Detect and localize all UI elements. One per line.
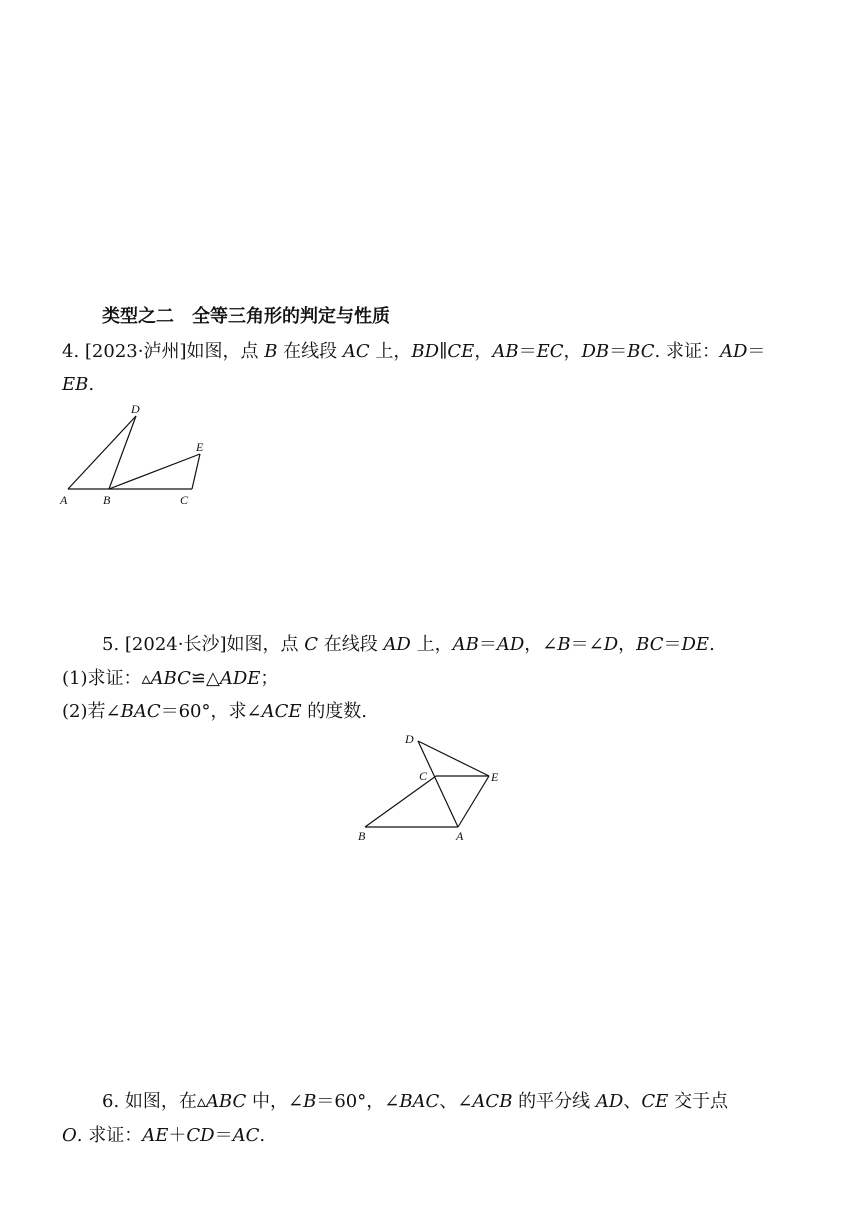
label-b: B (358, 829, 366, 843)
q5-text: ＝ (478, 634, 497, 655)
q6-var: B (303, 1091, 317, 1112)
q6-text: ＝ (214, 1125, 233, 1146)
label-e: E (491, 770, 499, 784)
label-c: C (180, 493, 189, 507)
label-d: D (405, 732, 414, 746)
q4-var: DB (581, 341, 610, 362)
q6-text: . 求证： (76, 1125, 143, 1146)
q5-text: ＝∠ (570, 634, 604, 655)
q5-text: ≌△ (190, 668, 220, 689)
label-c: C (419, 769, 428, 783)
q5-text: ＝ (663, 634, 682, 655)
q5-text: (2)若∠ (62, 701, 121, 722)
q6-var: BAC (399, 1091, 440, 1112)
q5-var: ADE (219, 668, 261, 689)
q5-var: D (603, 634, 619, 655)
q6-var: AC (232, 1125, 260, 1146)
label-b: B (103, 493, 111, 507)
q5-var: BAC (120, 701, 161, 722)
q4-var: AB (492, 341, 519, 362)
q4-text: ∥ (439, 341, 448, 362)
q6-text: 交于点 (668, 1091, 728, 1112)
q4-text: ， (563, 341, 582, 362)
q4-text: ＝ (609, 341, 628, 362)
label-a: A (60, 493, 68, 507)
q5-var: ACE (261, 701, 302, 722)
q4-var: AC (342, 341, 370, 362)
q5-var: DE (681, 634, 710, 655)
q4-text: 4. [2023·泸州]如图，点 (62, 341, 265, 362)
q5-text: ； (260, 668, 279, 689)
q6-text: 6. 如图，在▵ (102, 1091, 206, 1112)
q4-text: ， (474, 341, 493, 362)
q6-text: 中，∠ (246, 1091, 304, 1112)
q5-var: AB (452, 634, 479, 655)
q5-text: ，∠ (524, 634, 558, 655)
section-heading: 类型之二 全等三角形的判定与性质 (102, 306, 390, 327)
q5-text: 的度数. (301, 701, 367, 722)
q5-var: C (304, 634, 318, 655)
q5-var: B (557, 634, 571, 655)
q4-text: 上， (369, 341, 412, 362)
q6-line1 (102, 1090, 728, 1114)
segment-ae (458, 776, 489, 827)
q5-text: (1)求证：▵ (62, 668, 151, 689)
q6-var: O (62, 1125, 77, 1146)
segment-de (418, 741, 489, 776)
q4-var: EC (536, 341, 564, 362)
label-d: D (131, 402, 140, 416)
q6-var: CE (641, 1091, 669, 1112)
q4-text: ＝ (747, 341, 766, 362)
q4-var: EB (62, 374, 89, 395)
q4-var: CE (447, 341, 475, 362)
q4-var: AD (719, 341, 748, 362)
q4-var: BD (411, 341, 440, 362)
q5-var: ABC (150, 668, 191, 689)
q4-var: BC (627, 341, 655, 362)
label-e: E (196, 440, 204, 454)
q5-var: AD (496, 634, 525, 655)
q5-text: 5. [2024·长沙]如图，点 (102, 634, 305, 655)
q4-text: . (88, 374, 95, 395)
q6-line2 (62, 1124, 265, 1148)
q4-text: ＝ (518, 341, 537, 362)
q5-text: 上， (410, 634, 453, 655)
label-a: A (456, 829, 464, 843)
q6-text: 、∠ (439, 1091, 473, 1112)
q6-text: 的平分线 (512, 1091, 596, 1112)
q5-text: ＝60°，求∠ (160, 701, 262, 722)
q5-text: . (709, 634, 715, 655)
q6-text: 、 (623, 1091, 642, 1112)
q5-var: AD (383, 634, 411, 655)
q5-var: BC (636, 634, 664, 655)
q6-text: ＝60°，∠ (316, 1091, 400, 1112)
q5-text: 在线段 (317, 634, 384, 655)
q4-var: B (264, 341, 278, 362)
q6-text: . (259, 1125, 266, 1146)
q6-var: ABC (205, 1091, 247, 1112)
q6-var: ACB (472, 1091, 513, 1112)
q6-var: CD (186, 1125, 215, 1146)
q5-text: ， (618, 634, 637, 655)
q4-text: 在线段 (277, 341, 343, 362)
q6-var: AD (595, 1091, 624, 1112)
q4-text: . 求证： (654, 341, 720, 362)
q6-text: ＋ (168, 1125, 187, 1146)
segment-bc (365, 776, 436, 827)
q6-var: AE (142, 1125, 169, 1146)
